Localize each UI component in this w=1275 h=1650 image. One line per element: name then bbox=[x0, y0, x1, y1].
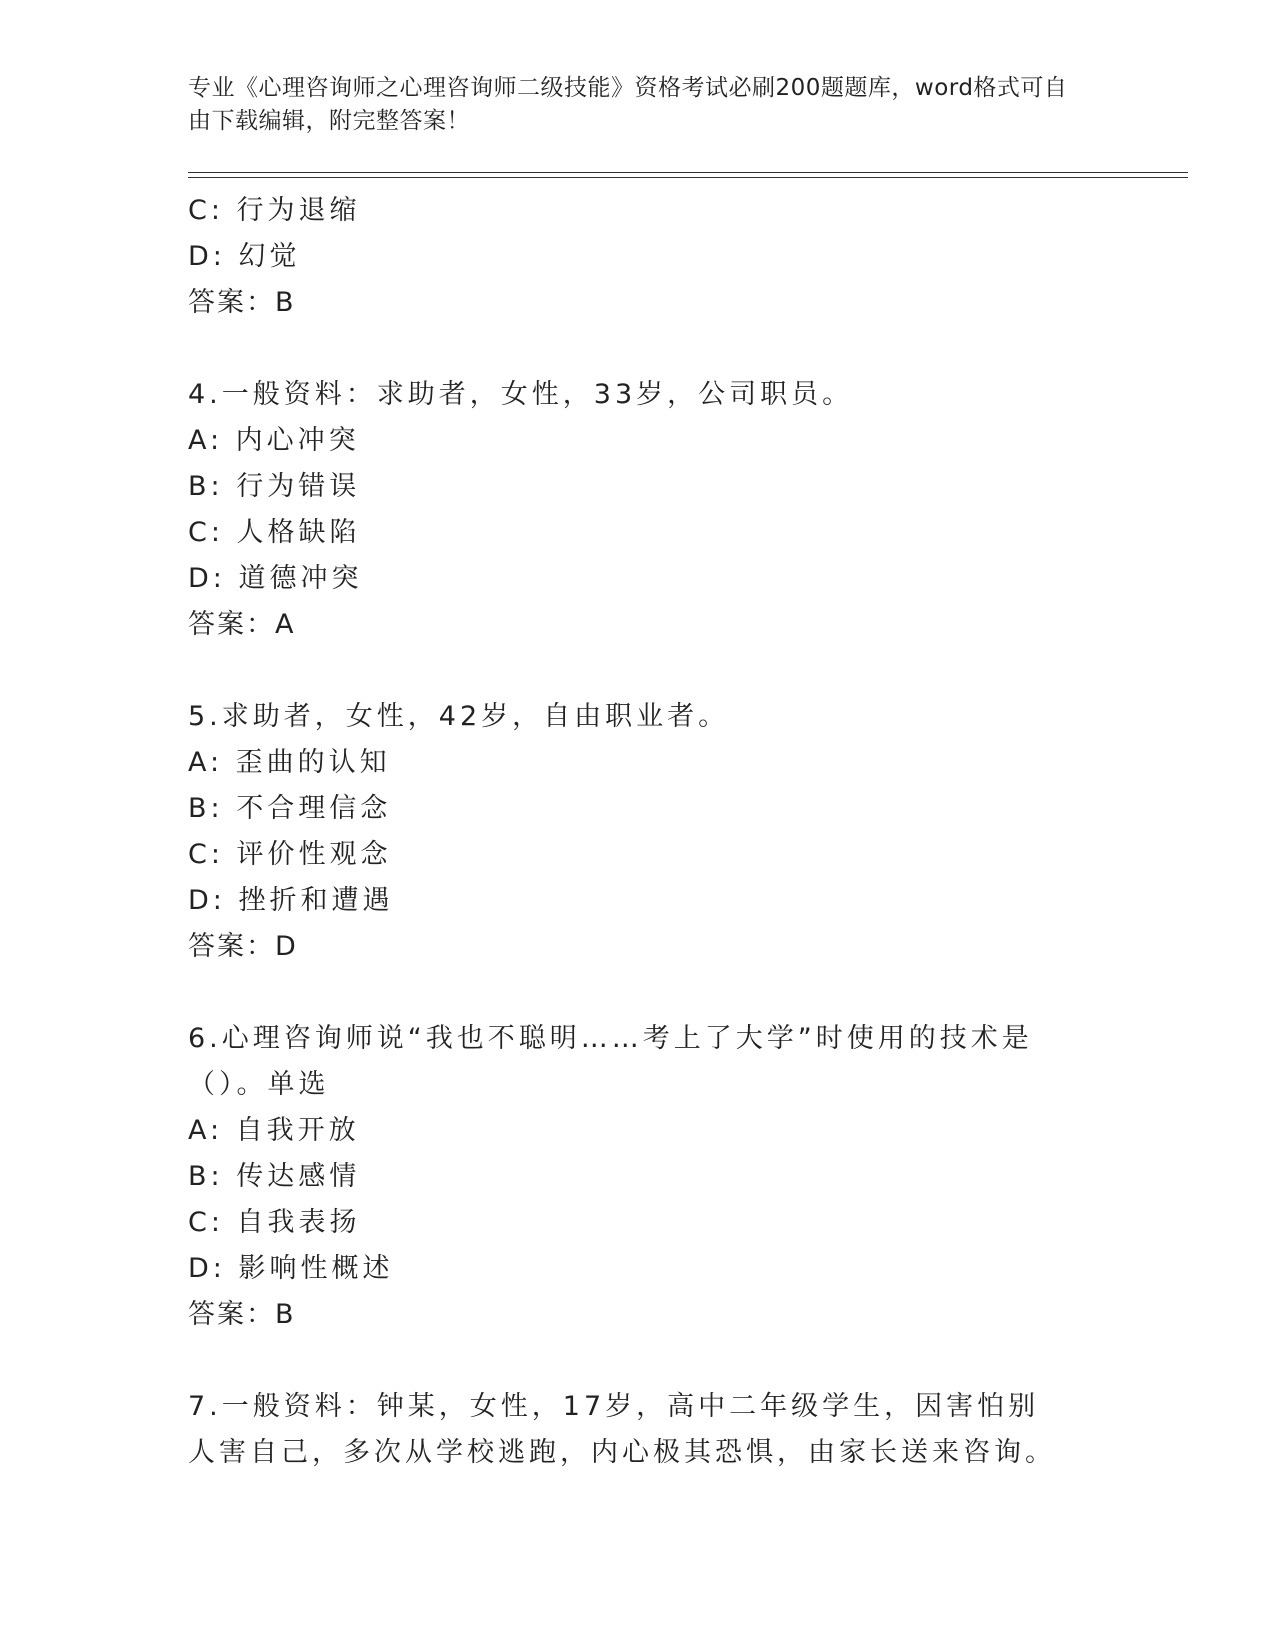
option-b: B: 不合理信念 bbox=[188, 793, 392, 824]
option-c: C: 评价性观念 bbox=[188, 839, 392, 870]
option-d: D: 影响性概述 bbox=[188, 1253, 394, 1284]
option-a: A: 内心冲突 bbox=[188, 425, 360, 456]
question-4 bbox=[188, 372, 1088, 648]
question-stem: 5.求助者，女性，42岁，自由职业者。 bbox=[188, 701, 730, 732]
question-6 bbox=[188, 1016, 1088, 1338]
option-a: A: 自我开放 bbox=[188, 1115, 360, 1146]
option-c: C: 自我表扬 bbox=[188, 1207, 361, 1238]
question-stem: 7.一般资料：钟某，女性，17岁，高中二年级学生，因害怕别人害自己，多次从学校逃跑，内心极其恐惧，由家长送来咨询。 bbox=[188, 1391, 1056, 1468]
answer: 答案：B bbox=[188, 287, 296, 318]
header-rule-bottom bbox=[188, 177, 1188, 178]
document-header: 专业《心理咨询师之心理咨询师二级技能》资格考试必刷200题题库，word格式可自由下载编辑，附完整答案！ bbox=[188, 75, 1068, 134]
option-c: C: 行为退缩 bbox=[188, 195, 361, 226]
option-d: D: 幻觉 bbox=[188, 241, 301, 272]
option-d: D: 挫折和遭遇 bbox=[188, 885, 394, 916]
question-7 bbox=[188, 1384, 1088, 1476]
answer: 答案：A bbox=[188, 609, 296, 640]
option-b: B: 行为错误 bbox=[188, 471, 361, 502]
option-d: D: 道德冲突 bbox=[188, 563, 363, 594]
option-b: B: 传达感情 bbox=[188, 1161, 361, 1192]
answer: 答案：D bbox=[188, 931, 298, 962]
option-c: C: 人格缺陷 bbox=[188, 517, 361, 548]
question-5 bbox=[188, 694, 1088, 970]
prev-question bbox=[188, 188, 1088, 326]
question-list bbox=[188, 188, 1088, 1476]
question-stem: 6.心理咨询师说“我也不聪明……考上了大学”时使用的技术是（）。单选 bbox=[188, 1023, 1033, 1100]
question-stem: 4.一般资料：求助者，女性，33岁，公司职员。 bbox=[188, 379, 854, 410]
option-a: A: 歪曲的认知 bbox=[188, 747, 391, 778]
answer: 答案：B bbox=[188, 1299, 296, 1330]
header-rule-top bbox=[188, 172, 1188, 173]
